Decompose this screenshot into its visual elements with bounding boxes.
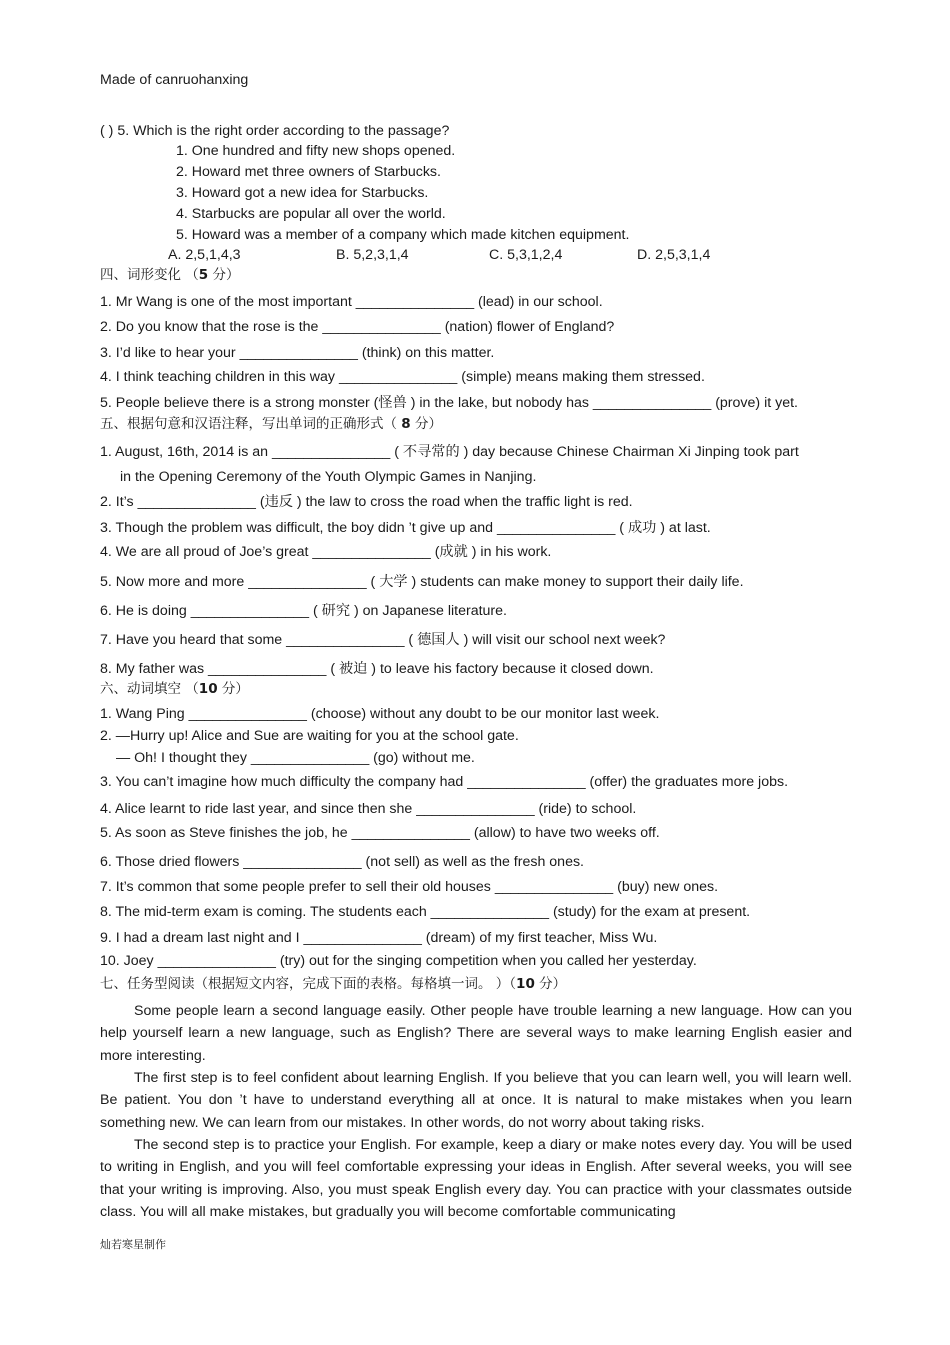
q5-option-d: D. 2,5,3,1,4 [637, 247, 711, 263]
reading-paragraph: The first step is to feel confident about learning English. If you believe that you can learn well, you will learn well. Be patient. You don ’t have to understand everything all at once. It is natural to make mistakes when you learn something new. We can learn from our mistakes. In other words, do not worry about taking risks. [100, 1070, 852, 1131]
s6-item-cont: — Oh! I thought they _______________ (go) without me. [116, 750, 475, 766]
s6-item: 9. I had a dream last night and I _______________ (dream) of my first teacher, Miss Wu. [100, 930, 658, 946]
s5-item: 7. Have you heard that some _______________ ( 德国人 ) will visit our school next week? [100, 632, 666, 648]
q5-item: 3. Howard got a new idea for Starbucks. [176, 185, 429, 201]
s5-item: 6. He is doing _______________ ( 研究 ) on Japanese literature. [100, 603, 507, 619]
s6-item: 8. The mid-term exam is coming. The students each _______________ (study) for the exam at present. [100, 904, 751, 920]
q5-stem: ( ) 5. Which is the right order according to the passage? [100, 123, 450, 139]
section-5-title: 五、根据句意和汉语注释，写出单词的正确形式（ 8 分） [100, 416, 442, 432]
reading-paragraph: Some people learn a second language easily. Other people have trouble learning a new language. How can you help yourself learn a new language, such as English? There are several ways to make learning English easier and more interesting. [100, 1003, 852, 1064]
s6-item: 10. Joey _______________ (try) out for the singing competition when you called her yesterday. [100, 953, 697, 969]
q5-option-a: A. 2,5,1,4,3 [168, 247, 241, 263]
s6-item: 4. Alice learnt to ride last year, and since then she _______________ (ride) to school. [100, 801, 637, 817]
s6-item: 1. Wang Ping _______________ (choose) without any doubt to be our monitor last week. [100, 706, 660, 722]
reading-paragraph: The second step is to practice your English. For example, keep a diary or make notes every day. You will be used to writing in English, and you will feel comfortable expressing your ideas in English. After several weeks, you will see that your writing is improving. Also, you must speak English every day. You can practice with your classmates outside class. You will all make mistakes, but gradually you will become comfortable communicating [100, 1137, 852, 1221]
s5-item: 4. We are all proud of Joe’s great _______________ (成就 ) in his work. [100, 544, 552, 560]
q5-item: 5. Howard was a member of a company which made kitchen equipment. [176, 227, 630, 243]
s6-item: 7. It’s common that some people prefer to sell their old houses _______________ (buy) new ones. [100, 879, 719, 895]
s5-item: 2. It’s _______________ (违反 ) the law to cross the road when the traffic light is red. [100, 494, 633, 510]
s4-item: 3. I’d like to hear your _______________ (think) on this matter. [100, 345, 495, 361]
s4-item: 5. People believe there is a strong monster (怪兽 ) in the lake, but nobody has _______________ (prove) it yet. [100, 395, 798, 411]
s5-item: 1. August, 16th, 2014 is an _______________ ( 不寻常的 ) day because Chinese Chairman Xi Jinping took part [100, 444, 799, 460]
s5-item: 5. Now more and more _______________ ( 大学 ) students can make money to support their daily life. [100, 574, 744, 590]
section-7-title: 七、任务型阅读（根据短文内容，完成下面的表格。每格填一词。 ）（10 分） [100, 976, 567, 992]
s6-item: 3. You can’t imagine how much difficulty the company had _______________ (offer) the graduates more jobs. [100, 774, 789, 790]
s5-item: 3. Though the problem was difficult, the boy didn ’t give up and _______________ ( 成功 ) at last. [100, 520, 711, 536]
page-header: Made of canruohanxing [100, 72, 249, 88]
page-footer: 灿若寒星制作 [100, 1238, 166, 1251]
q5-option-b: B. 5,2,3,1,4 [336, 247, 409, 263]
q5-option-c: C. 5,3,1,2,4 [489, 247, 563, 263]
s4-item: 2. Do you know that the rose is the _______________ (nation) flower of England? [100, 319, 615, 335]
section-6-title: 六、动词填空 （10 分） [100, 681, 249, 697]
s6-item: 2. —Hurry up! Alice and Sue are waiting for you at the school gate. [100, 728, 519, 744]
s6-item: 5. As soon as Steve finishes the job, he _______________ (allow) to have two weeks off. [100, 825, 660, 841]
s4-item: 4. I think teaching children in this way _______________ (simple) means making them stressed. [100, 369, 705, 385]
q5-item: 2. Howard met three owners of Starbucks. [176, 164, 441, 180]
section-4-title: 四、词形变化 （5 分） [100, 267, 240, 283]
s4-item: 1. Mr Wang is one of the most important _______________ (lead) in our school. [100, 294, 603, 310]
s5-item: 8. My father was _______________ ( 被迫 ) to leave his factory because it closed down. [100, 661, 654, 677]
s5-item-cont: in the Opening Ceremony of the Youth Olympic Games in Nanjing. [120, 469, 537, 485]
s6-item: 6. Those dried flowers _______________ (not sell) as well as the fresh ones. [100, 854, 584, 870]
q5-item: 4. Starbucks are popular all over the world. [176, 206, 446, 222]
q5-item: 1. One hundred and fifty new shops opened. [176, 143, 456, 159]
